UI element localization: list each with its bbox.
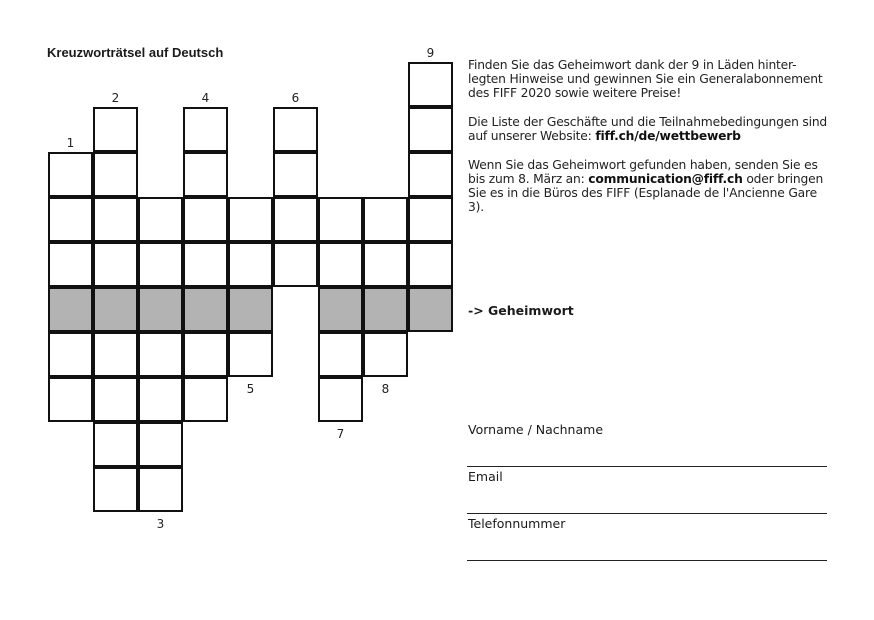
crossword-cell[interactable] (408, 62, 453, 107)
crossword-cell[interactable] (408, 152, 453, 197)
crossword-cell[interactable] (363, 287, 408, 332)
intro-paragraph-1: Finden Sie das Geheimwort dank der 9 in Läden hinter-legten Hinweise und gewinnen Sie ein Generalabonnement des FIFF 2020 sowie weitere Preise! (468, 58, 823, 100)
clue-number-6: 6 (291, 91, 300, 105)
name-field-label: Vorname / Nachname (468, 422, 604, 437)
crossword-cell[interactable] (318, 197, 363, 242)
crossword-cell[interactable] (228, 287, 273, 332)
crossword-cell[interactable] (363, 332, 408, 377)
crossword-cell[interactable] (228, 197, 273, 242)
clue-number-4: 4 (201, 91, 210, 105)
crossword-cell[interactable] (93, 107, 138, 152)
crossword-cell[interactable] (318, 332, 363, 377)
crossword-cell[interactable] (408, 287, 453, 332)
page-title: Kreuzworträtsel auf Deutsch (47, 45, 224, 60)
name-field[interactable] (467, 422, 827, 437)
phone-field-line[interactable] (467, 560, 827, 561)
crossword-cell[interactable] (93, 152, 138, 197)
clue-number-8: 8 (381, 382, 390, 396)
intro-paragraph-2 (468, 115, 830, 143)
name-field-line[interactable] (467, 466, 827, 467)
intro-paragraph-2-text: Die Liste der Geschäfte und die Teilnahmebedingungen sind auf unserer Website: (468, 115, 828, 143)
email-field-label: Email (468, 469, 503, 484)
crossword-cell[interactable] (48, 377, 93, 422)
crossword-cell[interactable] (318, 377, 363, 422)
crossword-cell[interactable] (273, 197, 318, 242)
crossword-cell[interactable] (93, 242, 138, 287)
crossword-cell[interactable] (138, 197, 183, 242)
crossword-cell[interactable] (48, 197, 93, 242)
crossword-cell[interactable] (183, 332, 228, 377)
crossword-cell[interactable] (318, 242, 363, 287)
crossword-cell[interactable] (48, 332, 93, 377)
crossword-cell[interactable] (228, 332, 273, 377)
crossword-cell[interactable] (408, 107, 453, 152)
crossword-cell[interactable] (363, 242, 408, 287)
phone-field-label: Telefonnummer (468, 516, 566, 531)
crossword-cell[interactable] (93, 377, 138, 422)
crossword-cell[interactable] (273, 152, 318, 197)
clue-number-2: 2 (111, 91, 120, 105)
intro-paragraph-3-rest: oder bringen Sie es in die Büros des FIFF (Esplanade de l'Ancienne Gare 3). (468, 172, 824, 214)
crossword-cell[interactable] (138, 287, 183, 332)
contact-email-link[interactable]: communication@fiff.ch (588, 172, 743, 186)
secret-word-label: -> Geheimwort (468, 303, 574, 318)
crossword-cell[interactable] (228, 242, 273, 287)
crossword-cell[interactable] (48, 242, 93, 287)
crossword-cell[interactable] (93, 422, 138, 467)
clue-number-3: 3 (156, 517, 165, 531)
crossword-cell[interactable] (93, 332, 138, 377)
intro-paragraph-3 (468, 158, 830, 214)
crossword-cell[interactable] (138, 422, 183, 467)
crossword-cell[interactable] (318, 287, 363, 332)
clue-number-5: 5 (246, 382, 255, 396)
crossword-cell[interactable] (93, 467, 138, 512)
crossword-cell[interactable] (183, 287, 228, 332)
crossword-cell[interactable] (183, 197, 228, 242)
crossword-cell[interactable] (138, 332, 183, 377)
crossword-cell[interactable] (48, 152, 93, 197)
website-link[interactable]: fiff.ch/de/wettbewerb (595, 129, 741, 143)
crossword-cell[interactable] (183, 152, 228, 197)
email-field-line[interactable] (467, 513, 827, 514)
crossword-cell[interactable] (93, 287, 138, 332)
clue-number-7: 7 (336, 427, 345, 441)
crossword-cell[interactable] (183, 242, 228, 287)
clue-number-1: 1 (66, 136, 75, 150)
crossword-cell[interactable] (138, 242, 183, 287)
phone-field[interactable] (467, 516, 827, 531)
crossword-cell[interactable] (93, 197, 138, 242)
crossword-cell[interactable] (408, 242, 453, 287)
crossword-cell[interactable] (273, 242, 318, 287)
crossword-cell[interactable] (183, 107, 228, 152)
clue-number-9: 9 (426, 46, 435, 60)
intro-paragraph-3-text: Wenn Sie das Geheimwort gefunden haben, senden Sie es bis zum 8. März an: (468, 158, 818, 186)
instructions (468, 58, 830, 229)
email-field[interactable] (467, 469, 827, 484)
crossword-cell[interactable] (363, 197, 408, 242)
crossword-cell[interactable] (138, 467, 183, 512)
crossword-cell[interactable] (48, 287, 93, 332)
crossword-cell[interactable] (183, 377, 228, 422)
crossword-cell[interactable] (138, 377, 183, 422)
crossword-cell[interactable] (408, 197, 453, 242)
crossword-cell[interactable] (273, 107, 318, 152)
